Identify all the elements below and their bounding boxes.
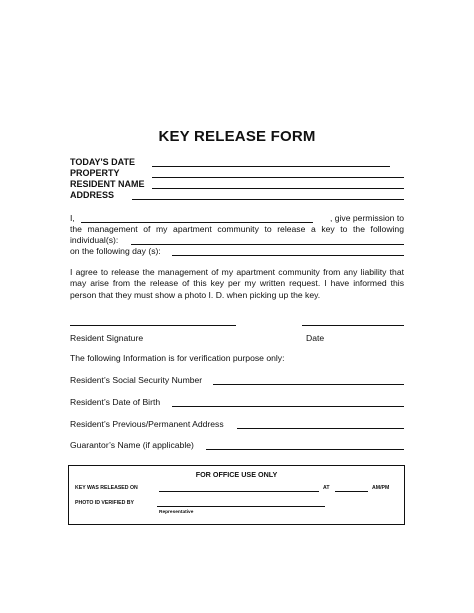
- office-use-title: FOR OFFICE USE ONLY: [195, 470, 278, 479]
- form-title: KEY RELEASE FORM: [158, 128, 316, 145]
- photo-id-verified-field[interactable]: [157, 506, 325, 507]
- dob-label: Resident’s Date of Birth: [70, 397, 161, 407]
- resident-name-label: RESIDENT NAME: [70, 179, 145, 189]
- dob-field[interactable]: [172, 406, 404, 407]
- give-permission-text: , give permission to: [329, 213, 404, 223]
- resident-signature-label: Resident Signature: [70, 333, 144, 343]
- release-time-field[interactable]: [335, 491, 368, 492]
- address-field[interactable]: [132, 199, 404, 200]
- guarantor-name-field[interactable]: [206, 449, 404, 450]
- todays-date-label: TODAY'S DATE: [70, 157, 135, 167]
- previous-address-field[interactable]: [237, 428, 404, 429]
- guarantor-name-label: Guarantor’s Name (if applicable): [70, 440, 194, 450]
- resident-name-field[interactable]: [152, 188, 404, 189]
- date-label: Date: [306, 333, 325, 343]
- representative-label: Representative: [159, 510, 194, 515]
- individuals-label: individual(s):: [70, 235, 119, 245]
- property-label: PROPERTY: [70, 168, 120, 178]
- address-label: ADDRESS: [70, 190, 115, 200]
- key-released-on-field[interactable]: [159, 491, 319, 492]
- ssn-label: Resident’s Social Security Number: [70, 375, 203, 385]
- permission-line-2: the management of my apartment community to release a key to the following: [70, 224, 404, 234]
- ssn-field[interactable]: [213, 384, 404, 385]
- property-field[interactable]: [152, 177, 404, 178]
- previous-address-label: Resident’s Previous/Permanent Address: [70, 419, 224, 429]
- photo-id-verified-label: PHOTO ID VERIFIED BY: [75, 500, 134, 506]
- permission-prefix: I,: [70, 213, 75, 223]
- agreement-paragraph: I agree to release the management of my apartment community from any liability that may arise from the release of this key per my written request. I have informed this person that they must show a photo I. D. when picking up the key.: [70, 267, 404, 300]
- individuals-field[interactable]: [131, 244, 404, 245]
- todays-date-field[interactable]: [152, 166, 390, 167]
- resident-full-name-field[interactable]: [81, 222, 313, 223]
- following-day-label: on the following day (s):: [70, 246, 161, 256]
- at-label: AT: [323, 485, 330, 491]
- key-released-on-label: KEY WAS RELEASED ON: [75, 485, 138, 491]
- resident-signature-line[interactable]: [70, 325, 236, 326]
- verification-intro: The following Information is for verification purpose only:: [70, 353, 285, 363]
- am-pm-label: AM/PM: [372, 485, 390, 491]
- following-day-field[interactable]: [172, 255, 404, 256]
- signature-date-line[interactable]: [302, 325, 404, 326]
